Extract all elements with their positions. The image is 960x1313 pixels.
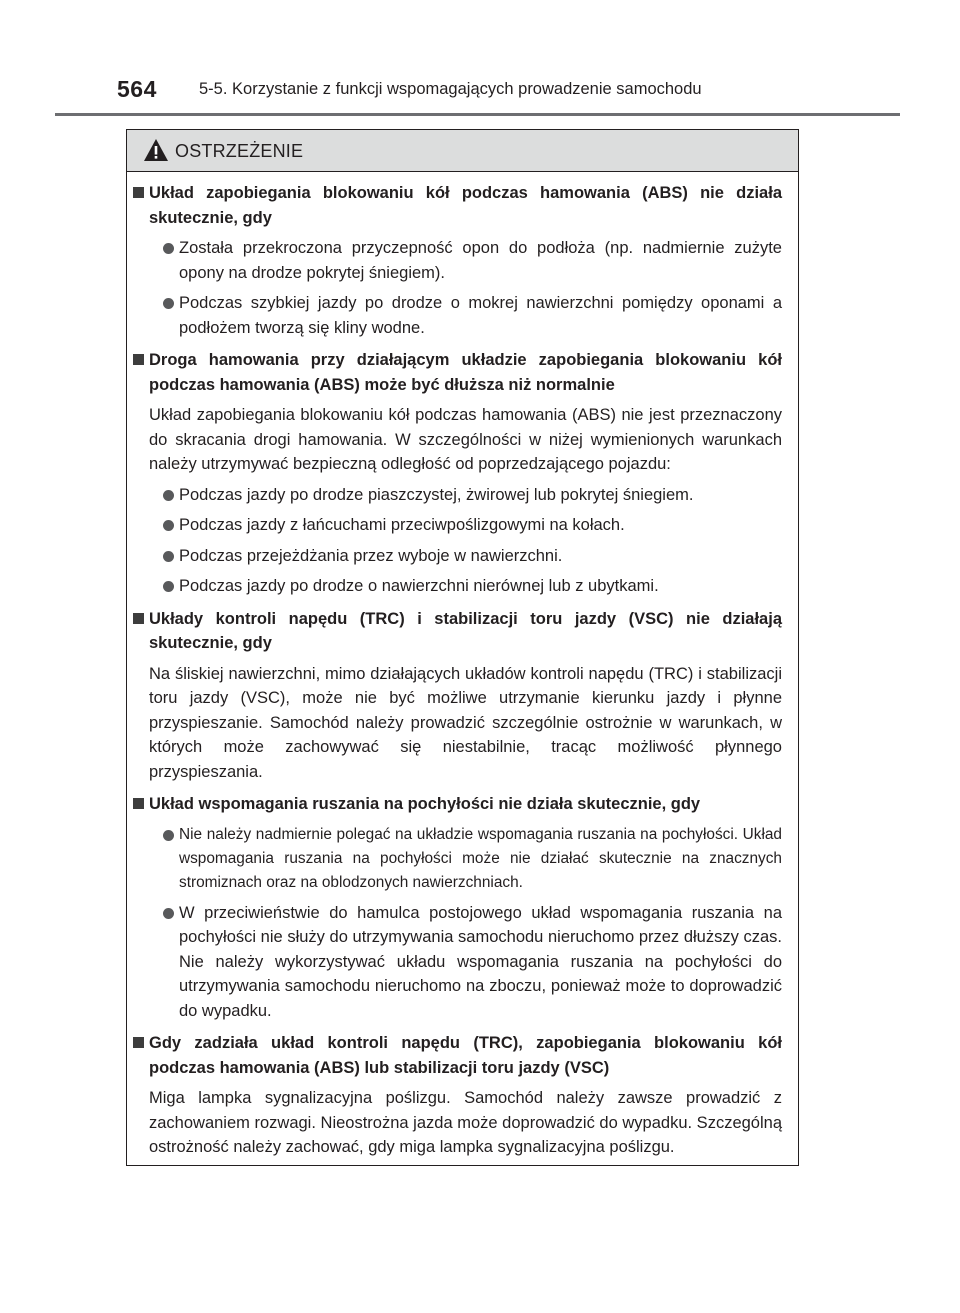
warning-triangle-icon xyxy=(143,138,169,162)
list-item: Nie należy nadmiernie polegać na układzie wspomagania ruszania na pochyłości. Układ wspomagania ruszania na pochyłości może nie działać skutecznie na znacznych stromiznach oraz na oblodzonych nawierzchniach. xyxy=(133,823,782,895)
list-item: Podczas przejeżdżania przez wyboje w nawierzchni. xyxy=(133,544,782,569)
warning-section-slip-indicator xyxy=(133,1031,782,1160)
warning-box xyxy=(126,129,799,1166)
list-item: Podczas jazdy po drodze o nawierzchni nierównej lub z ubytkami. xyxy=(133,574,782,599)
square-bullet-icon xyxy=(133,798,144,809)
list-item: Podczas jazdy z łańcuchami przeciwpoślizgowymi na kołach. xyxy=(133,513,782,538)
section-paragraph: Miga lampka sygnalizacyjna poślizgu. Samochód należy zawsze prowadzić z zachowaniem rozwagi. Nieostrożna jazda może doprowadzić do wypadku. Szczególną ostrożność należy zachować, gdy miga lampka sygnalizacyjna poślizgu. xyxy=(149,1089,782,1156)
warning-section-trc-vsc xyxy=(133,607,782,785)
warning-section-hill-start xyxy=(133,792,782,1023)
round-bullet-icon xyxy=(163,298,174,309)
warning-section-braking-distance xyxy=(133,348,782,599)
section-heading: Układy kontroli napędu (TRC) i stabilizacji toru jazdy (VSC) nie działają skutecznie, gdy xyxy=(149,609,782,652)
section-heading: Układ wspomagania ruszania na pochyłości nie działa skutecznie, gdy xyxy=(149,795,701,813)
warning-title: OSTRZEŻENIE xyxy=(175,141,304,161)
list-item: W przeciwieństwie do hamulca postojowego układ wspomagania ruszania na pochyłości nie służy do utrzymywania samochodu nieruchomo przez dłuższy czas. Nie należy wykorzystywać układu wspomagania ruszania na pochyłości do utrzymywania samochodu nieruchomo na zboczu, ponieważ może to doprowadzić do wypadku. xyxy=(133,901,782,1024)
round-bullet-icon xyxy=(163,830,174,841)
square-bullet-icon xyxy=(133,1037,144,1048)
round-bullet-icon xyxy=(163,551,174,562)
section-heading: Droga hamowania przy działającym układzie zapobiegania blokowaniu kół podczas hamowania (ABS) może być dłuższa niż normalnie xyxy=(149,351,782,394)
square-bullet-icon xyxy=(133,354,144,365)
warning-header xyxy=(127,130,798,172)
round-bullet-icon xyxy=(163,581,174,592)
round-bullet-icon xyxy=(163,243,174,254)
list-item: Podczas szybkiej jazdy po drodze o mokrej nawierzchni pomiędzy oponami a podłożem tworzą się kliny wodne. xyxy=(133,291,782,340)
round-bullet-icon xyxy=(163,490,174,501)
section-paragraph: Na śliskiej nawierzchni, mimo działających układów kontroli napędu (TRC) i stabilizacji toru jazdy (VSC), może nie być możliwe utrzymanie kierunku jazdy i płynne przyspieszanie. Samochód należy prowadzić szczególnie ostrożnie w warunkach, w których może zachowywać się niestabilnie, tracąc możliwość płynnego przyspieszania. xyxy=(149,664,782,781)
round-bullet-icon xyxy=(163,908,174,919)
page-header xyxy=(117,76,917,112)
section-paragraph: Układ zapobiegania blokowaniu kół podczas hamowania (ABS) nie jest przeznaczony do skracania drogi hamowania. W szczególności w niżej wymienionych warunkach należy utrzymywać bezpieczną odległość od poprzedzającego pojazdu: xyxy=(149,406,782,473)
section-heading: Układ zapobiegania blokowaniu kół podczas hamowania (ABS) nie działa skutecznie, gdy xyxy=(149,184,782,227)
list-item: Podczas jazdy po drodze piaszczystej, żwirowej lub pokrytej śniegiem. xyxy=(133,483,782,508)
warning-body xyxy=(127,172,798,1160)
page-number: 564 xyxy=(117,76,157,102)
round-bullet-icon xyxy=(163,520,174,531)
section-heading: Gdy zadziała układ kontroli napędu (TRC), zapobiegania blokowaniu kół podczas hamowania (ABS) lub stabilizacji toru jazdy (VSC) xyxy=(149,1034,782,1077)
list-item: Została przekroczona przyczepność opon do podłoża (np. nadmiernie zużyte opony na drodze pokrytej śniegiem). xyxy=(133,236,782,285)
square-bullet-icon xyxy=(133,613,144,624)
header-divider xyxy=(55,113,900,116)
square-bullet-icon xyxy=(133,187,144,198)
section-title: 5-5. Korzystanie z funkcji wspomagających prowadzenie samochodu xyxy=(199,80,702,98)
warning-section-abs xyxy=(133,181,782,340)
